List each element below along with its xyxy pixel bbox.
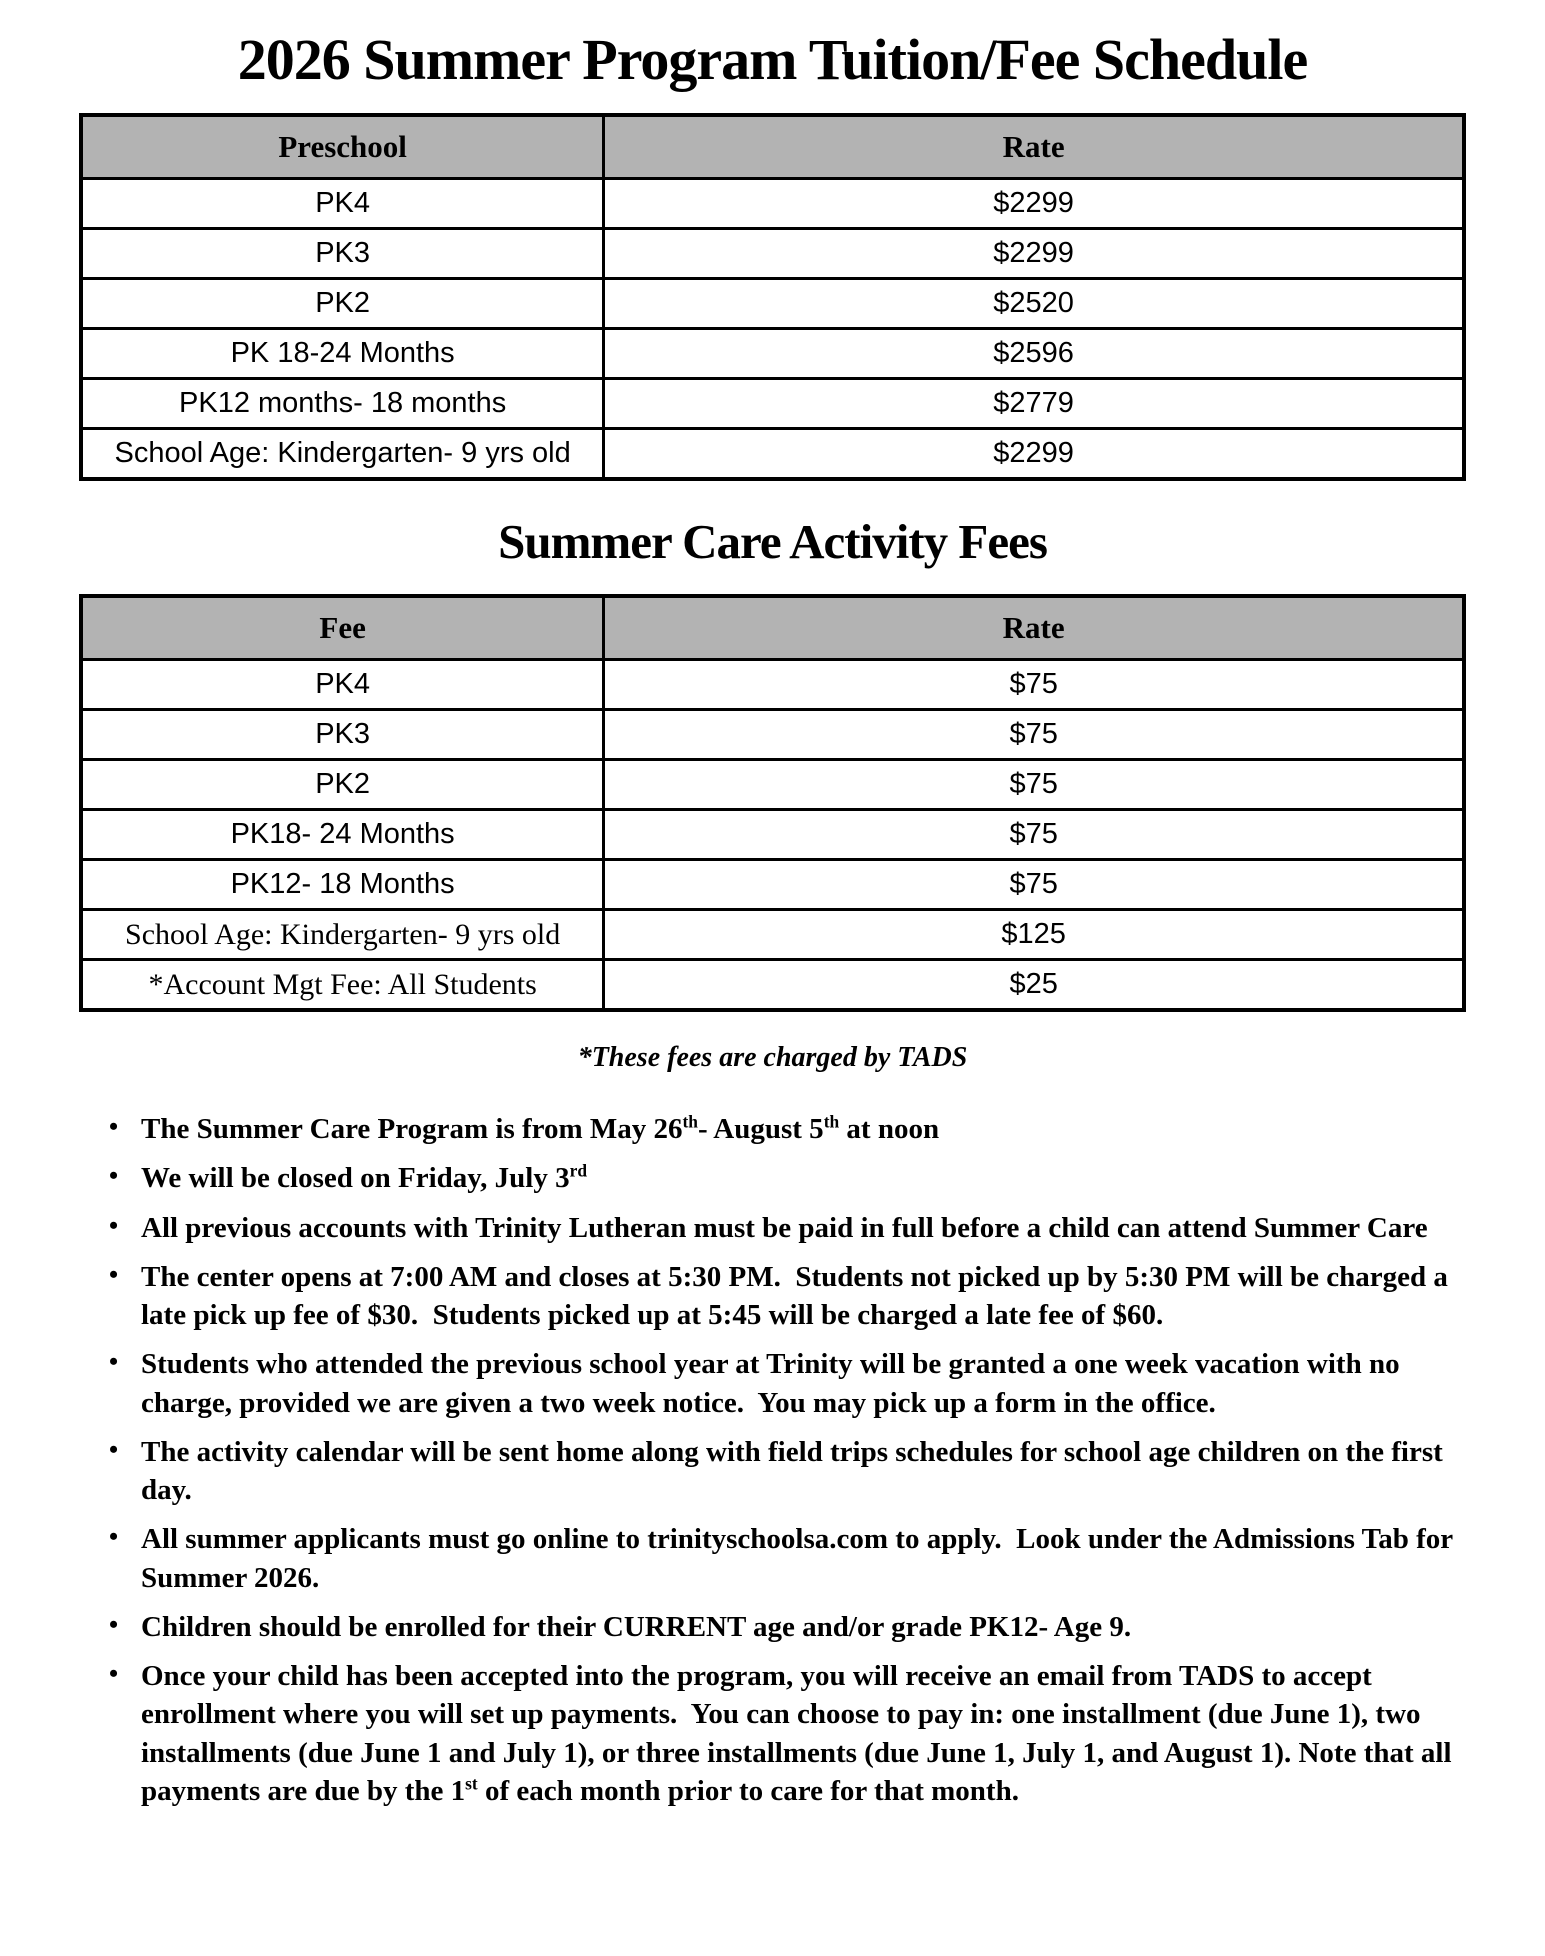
row-rate-cell: $2299 bbox=[604, 179, 1464, 229]
ordinal-superscript: rd bbox=[569, 1160, 587, 1181]
row-rate-cell: $2299 bbox=[604, 229, 1464, 279]
row-label-cell: PK4 bbox=[81, 179, 604, 229]
table-row bbox=[81, 960, 1464, 1011]
table-header-row bbox=[81, 115, 1464, 179]
row-label-cell: *Account Mgt Fee: All Students bbox=[81, 960, 604, 1011]
table-row bbox=[81, 279, 1464, 329]
row-rate-cell: $2779 bbox=[604, 379, 1464, 429]
row-label-cell: PK4 bbox=[81, 660, 604, 710]
row-label-cell: PK 18-24 Months bbox=[81, 329, 604, 379]
activity-fees-table bbox=[79, 594, 1466, 1012]
program-info-bullet-list bbox=[79, 1110, 1466, 1810]
preschool-tuition-table bbox=[79, 113, 1466, 481]
bullet-item: • Students who attended the previous school year at Trinity will be granted a one week vacation with no charge, provided we are given a two week notice. You may pick up a form in the office. bbox=[141, 1345, 1466, 1422]
bullet-item: • All summer applicants must go online to trinityschoolsa.com to apply. Look under the Admissions Tab for Summer 2026. bbox=[141, 1520, 1466, 1597]
page-title: 2026 Summer Program Tuition/Fee Schedule bbox=[237, 27, 1308, 92]
table-row bbox=[81, 910, 1464, 960]
row-rate-cell: $75 bbox=[604, 760, 1464, 810]
table-header-row bbox=[81, 596, 1464, 660]
row-rate-cell: $75 bbox=[604, 660, 1464, 710]
row-label-cell: PK3 bbox=[81, 229, 604, 279]
table-row bbox=[81, 229, 1464, 279]
column-header: Rate bbox=[604, 115, 1464, 179]
table-row bbox=[81, 379, 1464, 429]
bullet-item: • The activity calendar will be sent home along with field trips schedules for school age children on the first day. bbox=[141, 1433, 1466, 1510]
tads-fees-note: *These fees are charged by TADS bbox=[577, 1042, 968, 1073]
row-rate-cell: $75 bbox=[604, 810, 1464, 860]
ordinal-superscript: st bbox=[465, 1773, 478, 1794]
table-row bbox=[81, 860, 1464, 910]
row-rate-cell: $75 bbox=[604, 710, 1464, 760]
row-label-cell: PK2 bbox=[81, 760, 604, 810]
row-rate-cell: $2520 bbox=[604, 279, 1464, 329]
table-row bbox=[81, 660, 1464, 710]
bullet-item: • All previous accounts with Trinity Lutheran must be paid in full before a child can attend Summer Care bbox=[141, 1209, 1466, 1247]
row-label-cell: School Age: Kindergarten- 9 yrs old bbox=[81, 910, 604, 960]
column-header: Fee bbox=[81, 596, 604, 660]
row-label-cell: PK12- 18 Months bbox=[81, 860, 604, 910]
ordinal-superscript: th bbox=[682, 1111, 698, 1132]
row-rate-cell: $2596 bbox=[604, 329, 1464, 379]
activity-fees-heading: Summer Care Activity Fees bbox=[498, 514, 1047, 569]
table-row bbox=[81, 810, 1464, 860]
table-row bbox=[81, 710, 1464, 760]
column-header: Preschool bbox=[81, 115, 604, 179]
bullet-item: • We will be closed on Friday, July 3rd bbox=[141, 1159, 1466, 1197]
column-header: Rate bbox=[604, 596, 1464, 660]
row-label-cell: PK18- 24 Months bbox=[81, 810, 604, 860]
table-row bbox=[81, 429, 1464, 480]
bullet-item: • Children should be enrolled for their CURRENT age and/or grade PK12- Age 9. bbox=[141, 1608, 1466, 1646]
row-rate-cell: $125 bbox=[604, 910, 1464, 960]
bullet-item: • The Summer Care Program is from May 26th- August 5th at noon bbox=[141, 1110, 1466, 1148]
row-label-cell: PK12 months- 18 months bbox=[81, 379, 604, 429]
row-label-cell: PK2 bbox=[81, 279, 604, 329]
row-rate-cell: $25 bbox=[604, 960, 1464, 1011]
ordinal-superscript: th bbox=[823, 1111, 840, 1132]
table-row bbox=[81, 329, 1464, 379]
row-label-cell: PK3 bbox=[81, 710, 604, 760]
row-rate-cell: $75 bbox=[604, 860, 1464, 910]
document-page bbox=[0, 26, 1545, 1810]
bullet-item: • The center opens at 7:00 AM and closes at 5:30 PM. Students not picked up by 5:30 PM will be charged a late pick up fee of $30. Students picked up at 5:45 will be charged a late fee of $60. bbox=[141, 1258, 1466, 1335]
table-row bbox=[81, 760, 1464, 810]
table-row bbox=[81, 179, 1464, 229]
row-rate-cell: $2299 bbox=[604, 429, 1464, 480]
bullet-item: • Once your child has been accepted into the program, you will receive an email from TADS to accept enrollment where you will set up payments. You can choose to pay in: one installment (due June 1), two installments (due June 1 and July 1), or three installments (due June 1, July 1, and August 1). Note that all payments are due by the 1st of each month prior to care for that month. bbox=[141, 1657, 1466, 1810]
row-label-cell: School Age: Kindergarten- 9 yrs old bbox=[81, 429, 604, 480]
document-body bbox=[0, 26, 1545, 1956]
